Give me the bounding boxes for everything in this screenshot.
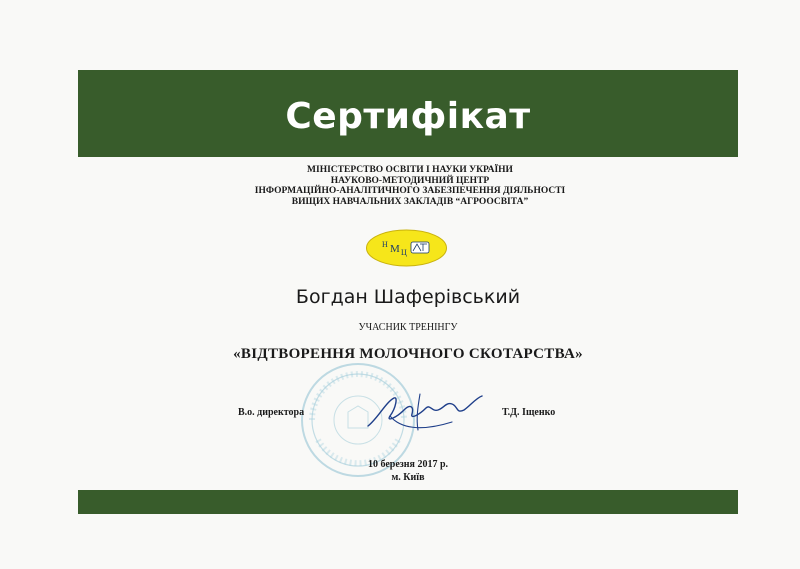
participant-role: УЧАСНИК ТРЕНІНГУ [358, 322, 458, 333]
svg-text:Н: Н [382, 240, 388, 249]
course-title: «ВІДТВОРЕННЯ МОЛОЧНОГО СКОТАРСТВА» [233, 346, 583, 362]
organization-line-center: НАУКОВО-МЕТОДИЧНИЙ ЦЕНТР [330, 175, 490, 186]
signatory-role: В.о. директора [238, 407, 305, 418]
organization-line-institutions: ВИЩИХ НАВЧАЛЬНИХ ЗАКЛАДІВ “АГРООСВІТА” [291, 196, 529, 207]
organization-line-support: ІНФОРМАЦІЙНО-АНАЛІТИЧНОГО ЗАБЕЗПЕЧЕННЯ ДІЯЛЬНОСТІ [254, 186, 566, 196]
svg-text:М: М [390, 243, 400, 255]
organization-line-ministry: МІНІСТЕРСТВО ОСВІТИ І НАУКИ УКРАЇНИ [307, 165, 513, 175]
title-banner [78, 70, 738, 157]
svg-text:Ц: Ц [401, 248, 407, 257]
issue-place: м. Київ [391, 472, 425, 483]
recipient-name: Богдан Шаферівський [295, 286, 521, 308]
issue-date-block [300, 458, 516, 484]
bottom-banner [78, 490, 738, 514]
certificate-title: Сертифікат [285, 96, 531, 137]
signatory-name: Т.Д. Іщенко [502, 407, 556, 418]
issue-date: 10 березня 2017 р. [367, 459, 449, 470]
nmc-logo [365, 228, 448, 268]
director-signature [360, 388, 490, 438]
organization-block [160, 165, 660, 207]
